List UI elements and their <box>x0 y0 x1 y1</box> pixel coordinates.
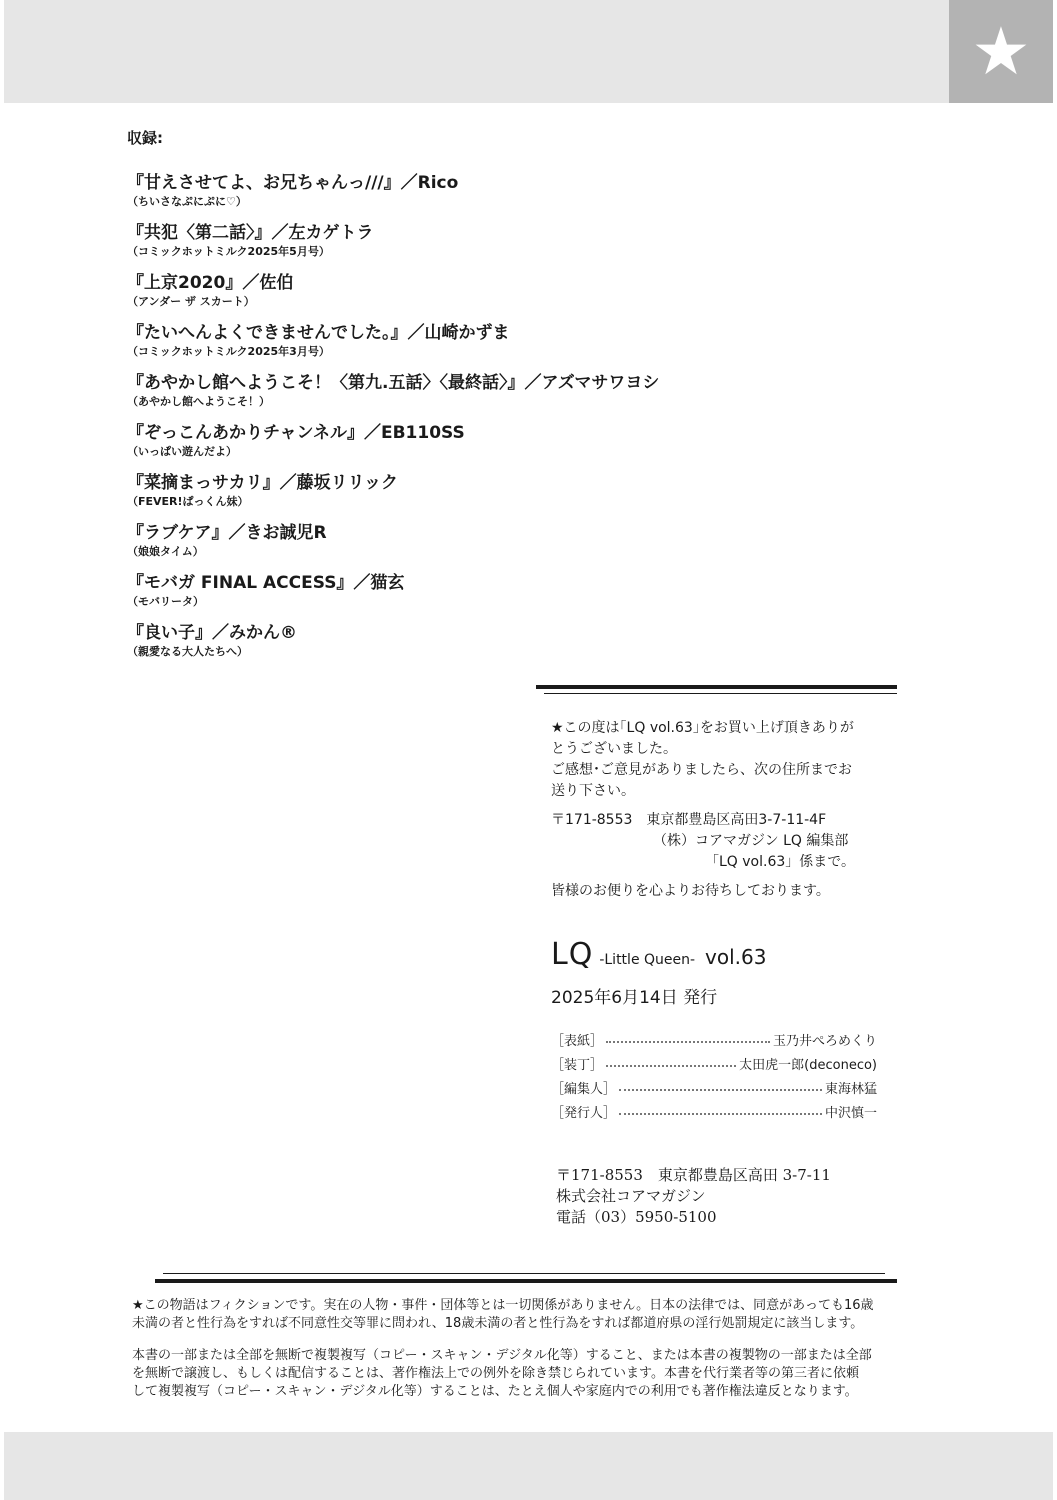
story-source: （ちいさなぷにぷに♡） <box>127 195 247 208</box>
list-item <box>127 272 647 309</box>
star-icon: ★ <box>971 12 1031 90</box>
story-source: （娘娘タイム） <box>127 545 204 558</box>
credit-label: ［表紙］ <box>551 1034 604 1049</box>
mail-attention: 「LQ vol.63」係まで。 <box>705 854 855 870</box>
list-item <box>127 522 647 559</box>
publisher-company: 株式会社コアマガジン <box>556 1187 706 1205</box>
dot-leader <box>606 1041 770 1043</box>
publisher-info <box>556 1165 831 1228</box>
credit-label: ［発行人］ <box>551 1106 617 1121</box>
thanks-line: とうございました。 <box>551 741 677 757</box>
list-item <box>127 622 647 659</box>
story-title: 『たいへんよくできませんでした。』／山崎かずま <box>127 323 510 343</box>
credit-row <box>551 1073 877 1097</box>
credit-name: 東海林猛 <box>824 1082 877 1097</box>
list-item <box>127 572 647 609</box>
list-item <box>127 422 647 459</box>
list-item <box>127 472 647 509</box>
story-source: （FEVER!ぱっくん妹） <box>127 495 249 508</box>
story-title: 『甘えさせてよ、お兄ちゃんっ///』／Rico <box>127 173 459 193</box>
thanks-line: 送り下さい。 <box>551 783 635 799</box>
magazine-logo <box>551 937 766 972</box>
mail-address: 〒171-8553 東京都豊島区高田3-7-11-4F <box>551 812 827 828</box>
divider-rule-thin <box>544 693 897 694</box>
volume-number: vol.63 <box>705 945 767 969</box>
dot-leader <box>606 1065 736 1067</box>
story-source: （モバリータ） <box>127 595 204 608</box>
story-title: 『モバガ FINAL ACCESS』／猫玄 <box>127 573 405 593</box>
divider-rule-thin <box>163 1273 885 1274</box>
credit-row <box>551 1049 877 1073</box>
credit-name: 玉乃井ぺろめくり <box>772 1034 877 1049</box>
publisher-phone: 電話（03）5950-5100 <box>556 1208 717 1226</box>
story-title: 『上京2020』／佐伯 <box>127 273 294 293</box>
divider-rule-thick <box>155 1279 897 1283</box>
story-title: 『共犯〈第二話〉』／左カゲトラ <box>127 223 374 243</box>
copyright-notice-line: 本書の一部または全部を無断で複製複写（コピー・スキャン・デジタル化等）すること、または本書の複製物の一部または全部 <box>132 1348 872 1363</box>
story-title: 『ラブケア』／きお誠児R <box>127 523 327 543</box>
story-source: （いっぱい遊んだよ） <box>127 445 237 458</box>
credit-name: 中沢慎一 <box>824 1106 877 1121</box>
thanks-closing: 皆様のお便りを心よりお待ちしております。 <box>551 883 830 899</box>
story-source: （コミックホットミルク2025年3月号） <box>127 345 330 358</box>
credit-label: ［編集人］ <box>551 1082 617 1097</box>
list-item <box>127 322 647 359</box>
thanks-line: ご感想･ご意見がありましたら、次の住所までお <box>551 762 852 778</box>
list-item <box>127 172 647 209</box>
list-item <box>127 372 660 409</box>
copyright-notice-line: して複製複写（コピー・スキャン・デジタル化等）することは、たとえ個人や家庭内での利用でも著作権法違反となります。 <box>132 1384 858 1399</box>
divider-rule-thick <box>536 685 897 689</box>
copyright-notice-line: を無断で譲渡し、もしくは配信することは、著作権法上での例外を除き禁じられています。本書を代行業者等の第三者に依頼 <box>132 1366 859 1381</box>
story-source: （アンダー ザ スカート） <box>127 295 255 308</box>
contents-list <box>127 127 660 672</box>
contents-heading: 収録: <box>127 129 163 147</box>
legal-notice <box>132 1297 932 1401</box>
story-title: 『ぞっこんあかりチャンネル』／EB110SS <box>127 423 465 443</box>
credit-name: 太田虎一郎(deconeco) <box>739 1058 877 1073</box>
story-title: 『良い子』／みかん® <box>127 623 297 643</box>
dot-leader <box>619 1089 822 1091</box>
fiction-notice-line: 未満の者と性行為をすれば不同意性交等罪に問われ、18歳未満の者と性行為をすれば都道府県の淫行処罰規定に該当します。 <box>132 1316 864 1331</box>
list-item <box>127 222 647 259</box>
credits-list <box>551 1025 877 1121</box>
logo-text: LQ <box>551 937 594 972</box>
dot-leader <box>619 1113 822 1115</box>
mail-recipient: （株）コアマガジン LQ 編集部 <box>653 833 849 849</box>
story-source: （コミックホットミルク2025年5月号） <box>127 245 330 258</box>
publisher-address: 〒171-8553 東京都豊島区高田 3-7-11 <box>556 1166 831 1184</box>
story-source: （あやかし館へようこそ！） <box>127 395 270 408</box>
credit-row <box>551 1097 877 1121</box>
credit-label: ［装丁］ <box>551 1058 604 1073</box>
footer-band <box>4 1432 1053 1500</box>
thanks-line: ★この度は｢LQ vol.63｣をお買い上げ頂きありが <box>551 720 854 736</box>
story-title: 『あやかし館へようこそ！〈第九.五話〉〈最終話〉』／アズマサワヨシ <box>127 373 660 393</box>
logo-subtitle: -Little Queen- <box>599 952 696 968</box>
credit-row <box>551 1025 877 1049</box>
story-title: 『菜摘まっサカリ』／藤坂リリック <box>127 473 398 493</box>
thanks-message <box>551 718 891 902</box>
story-source: （親愛なる大人たちへ） <box>127 645 248 658</box>
header-band <box>4 0 949 103</box>
header-star-box <box>949 0 1053 103</box>
fiction-notice-line: ★この物語はフィクションです。実在の人物・事件・団体等とは一切関係がありません。日本の法律では、同意があっても16歳 <box>132 1298 874 1313</box>
publish-date: 2025年6月14日 発行 <box>551 988 718 1008</box>
